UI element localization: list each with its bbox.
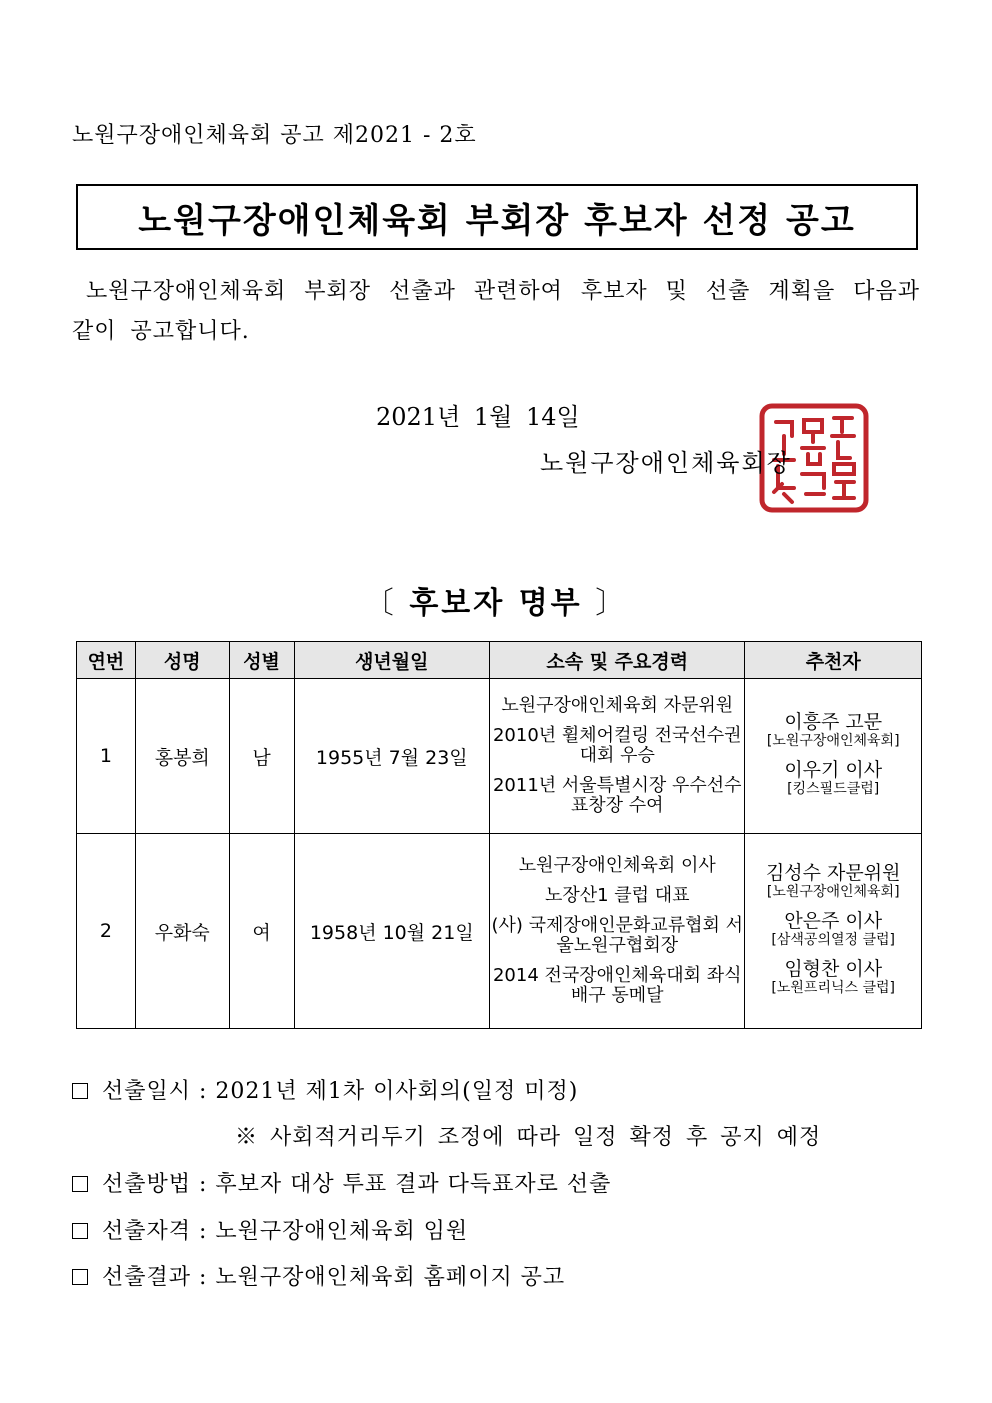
intro-paragraph: 노원구장애인체육회 부회장 선출과 관련하여 후보자 및 선출 계획을 다음과 같이 공고합니다. [72,279,920,344]
recommender-name: 임형찬 이사 [784,958,883,980]
title-box [76,184,918,250]
page-title: 노원구장애인체육회 부회장 후보자 선정 공고 [138,200,856,241]
row-recommenders [745,834,922,1029]
recommender-org: [노원프리닉스 클럽] [771,980,895,996]
row-birth: 1955년 7월 23일 [294,679,490,834]
bullet-label: 선출결과 [102,1265,192,1290]
header-career: 소속 및 주요경력 [490,642,745,679]
checkbox-icon [72,1269,88,1285]
issuer: 노원구장애인체육회장 [540,449,792,477]
recommender-org: [노원구장애인체육회] [766,884,900,900]
bullet-separator: : [191,1079,216,1104]
row-recommenders [745,679,922,834]
table-row [77,834,922,1029]
career-item: 노원구장애인체육회 이사 [518,855,716,876]
bullet-value: 노원구장애인체육회 홈페이지 공고 [215,1265,566,1290]
row-birth: 1958년 10월 21일 [294,834,490,1029]
career-item: (사) 국제장애인문화교류협회 서울노원구협회장 [491,915,744,956]
bullet-value: 2021년 제1차 이사회의(일정 미정) [215,1079,579,1104]
bullet-label: 선출방법 [102,1172,192,1197]
checkbox-icon [72,1083,88,1099]
recommender-name: 이우기 이사 [784,759,883,781]
row-name: 우화숙 [135,834,229,1029]
row-no: 1 [77,679,136,834]
bullet-item [72,1074,578,1105]
row-no: 2 [77,834,136,1029]
bracket-right: 〕 [582,586,629,621]
list-title-text: 후보자 명부 [409,586,583,621]
bullet-label: 선출일시 [102,1079,192,1104]
header-recommender: 추천자 [745,642,922,679]
bullet-item [72,1260,565,1291]
bullet-label: 선출자격 [102,1219,192,1244]
bullet-separator: : [191,1172,216,1197]
checkbox-icon [72,1223,88,1239]
career-item: 노장산1 클럽 대표 [544,885,690,906]
career-item: 2010년 휠체어컬링 전국선수권대회 우승 [492,725,742,766]
candidate-list-title [0,578,992,622]
row-sex: 남 [229,679,294,834]
notice-date: 2021년 1월 14일 [376,403,580,431]
career-item: 2014 전국장애인체육대회 좌식배구 동메달 [492,965,742,1006]
bullet-value: 노원구장애인체육회 임원 [215,1219,469,1244]
bullet-separator: : [191,1219,216,1244]
recommender-name: 이흥주 고문 [784,711,883,733]
recommender-org: [삼색공의열정 클럽] [771,932,895,948]
bullet-value: 후보자 대상 투표 결과 다득표자로 선출 [215,1172,612,1197]
candidate-table [76,641,922,1029]
row-career [490,679,745,834]
row-career [490,834,745,1029]
table-header-row [77,642,922,679]
notice-number: 노원구장애인체육회 공고 제2021 - 2호 [72,123,477,148]
bullet-item [72,1167,611,1198]
recommender-name: 안은주 이사 [784,910,883,932]
note: ※ 사회적거리두기 조정에 따라 일정 확정 후 공지 예정 [235,1125,822,1150]
header-name: 성명 [135,642,229,679]
table-row [77,679,922,834]
recommender-name: 김성수 자문위원 [765,862,901,884]
header-no: 연번 [77,642,136,679]
header-birth: 생년월일 [294,642,490,679]
header-sex: 성별 [229,642,294,679]
recommender-org: [노원구장애인체육회] [766,733,900,749]
career-item: 2011년 서울특별시장 우수선수 표창장 수여 [492,775,742,816]
row-name: 홍봉희 [135,679,229,834]
recommender-org: [킹스필드클럽] [787,781,880,797]
bullet-separator: : [191,1265,216,1290]
bullet-item [72,1214,468,1245]
career-item: 노원구장애인체육회 자문위원 [501,695,734,716]
checkbox-icon [72,1176,88,1192]
row-sex: 여 [229,834,294,1029]
bracket-left: 〔 [363,586,410,621]
